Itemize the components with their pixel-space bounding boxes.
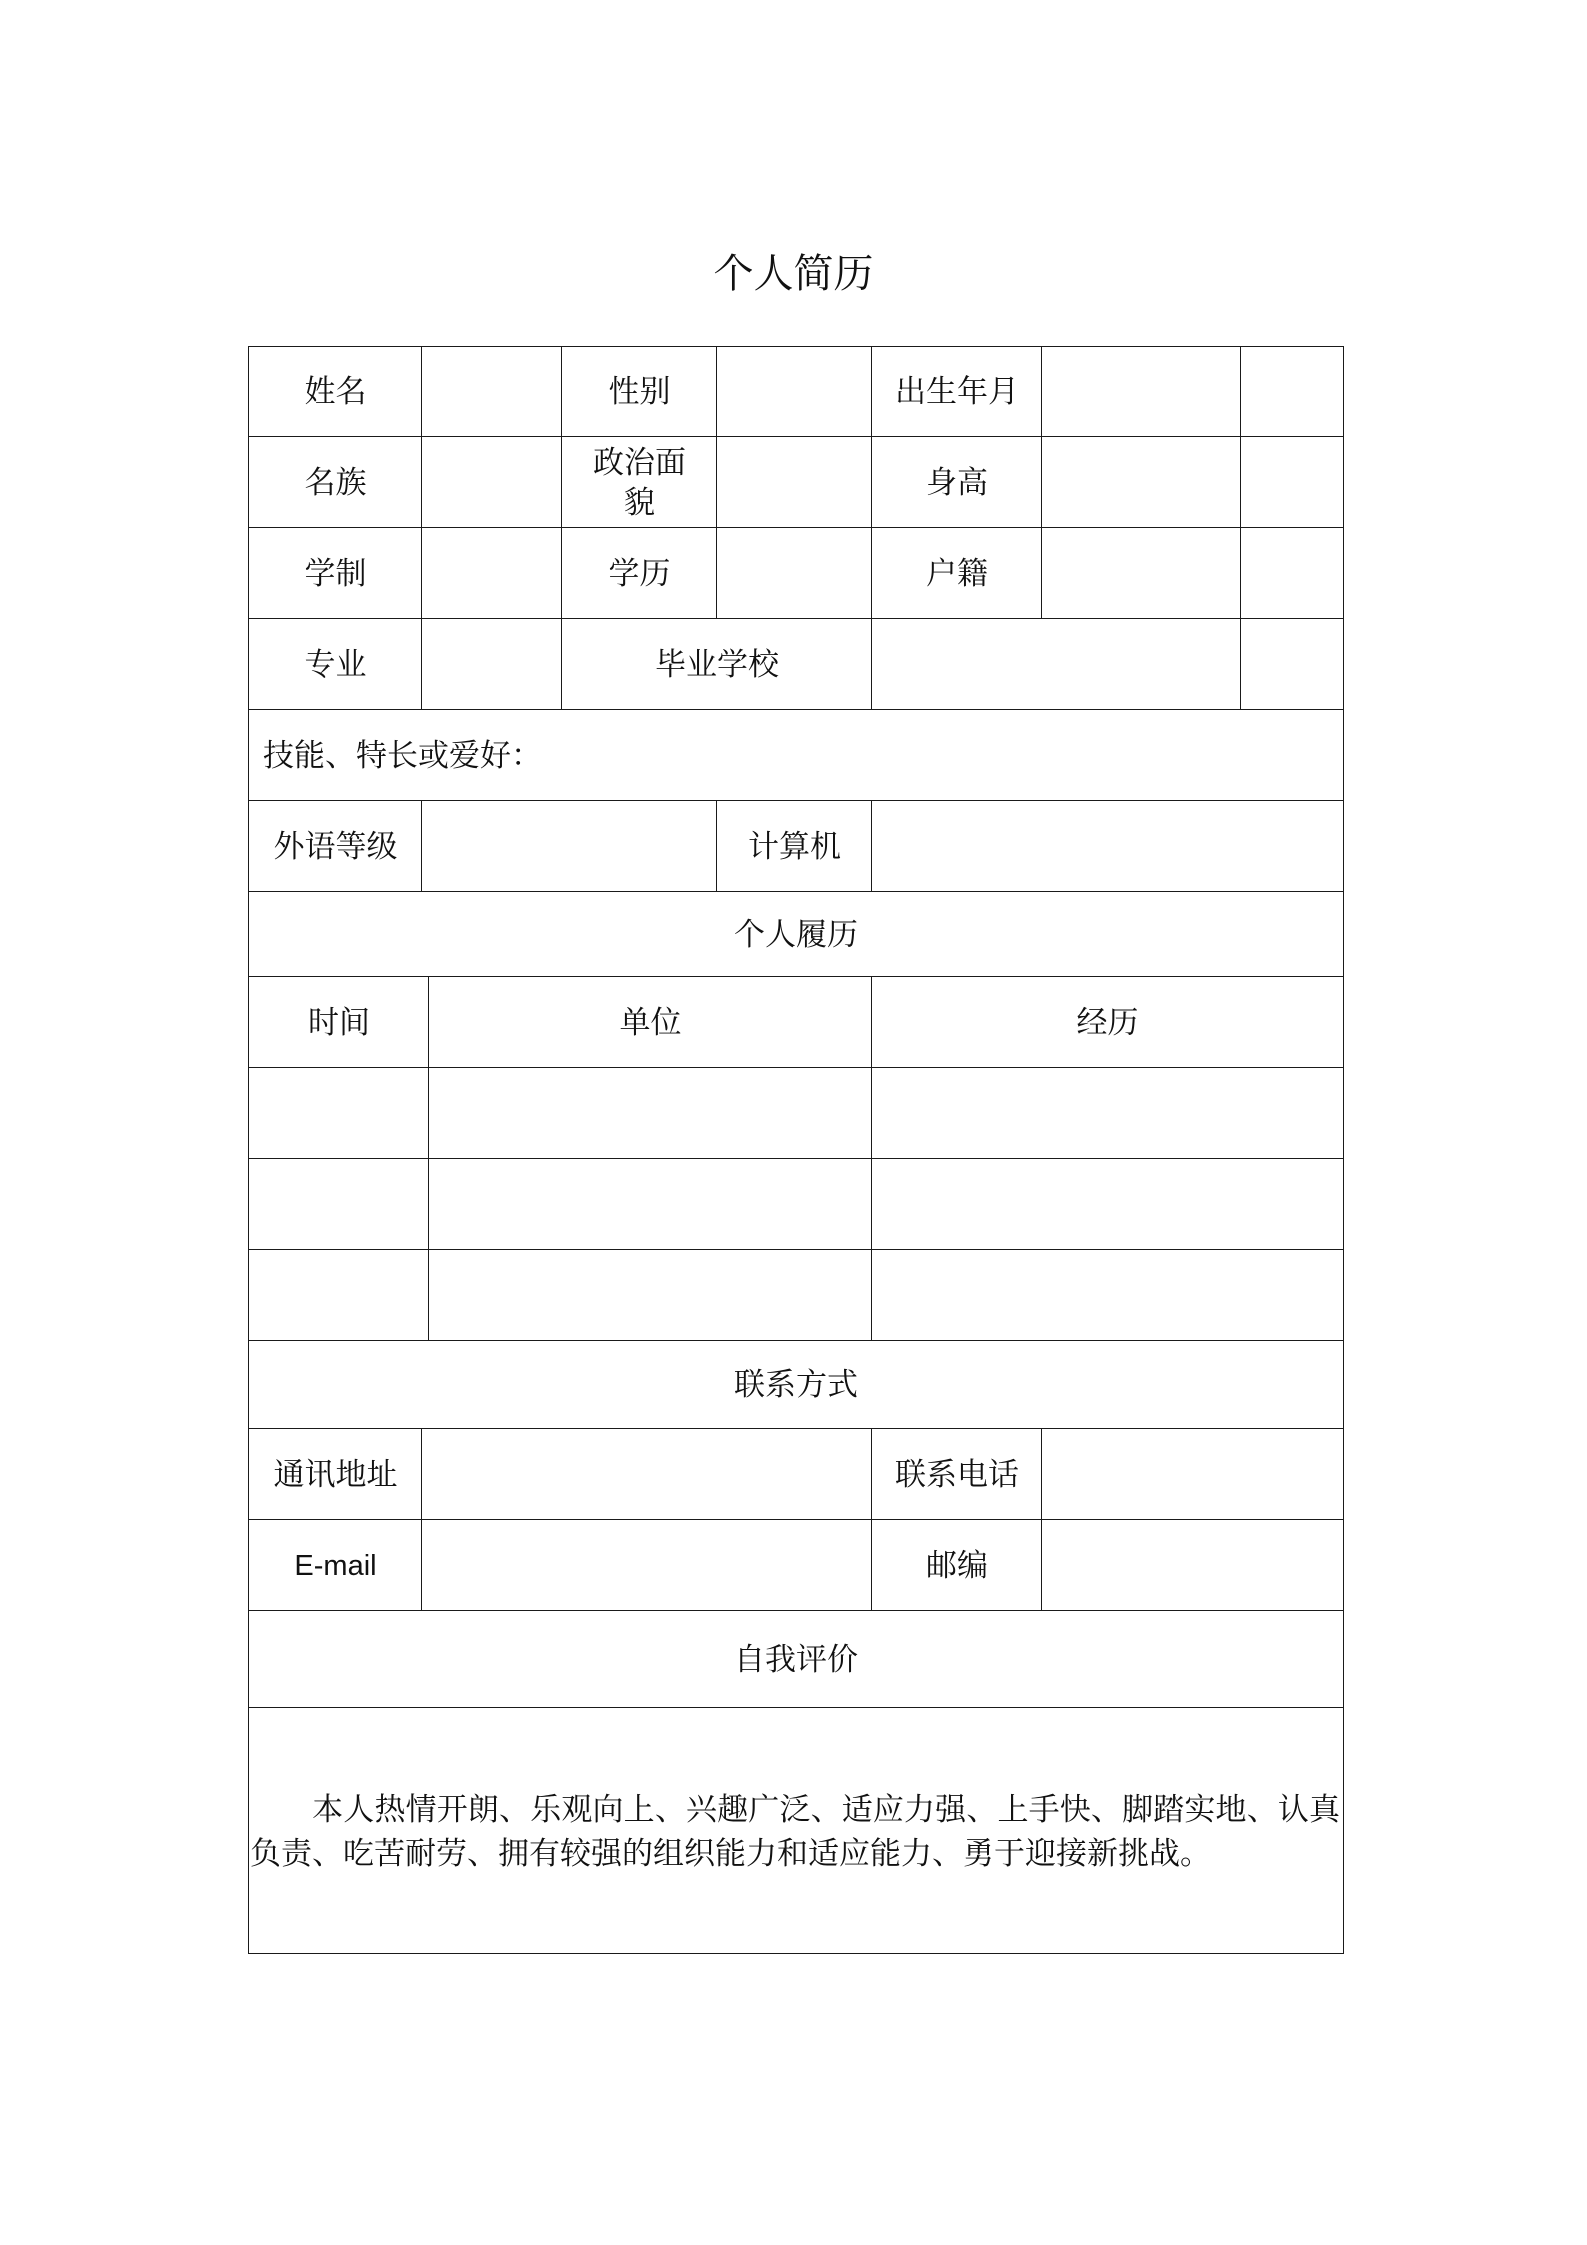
history-unit-cell[interactable]	[428, 1158, 873, 1251]
history-time-cell[interactable]	[248, 1158, 430, 1251]
major-label: 专业	[248, 618, 423, 711]
history-time-header: 时间	[248, 976, 430, 1069]
education-label: 学历	[561, 527, 718, 620]
history-experience-cell[interactable]	[871, 1249, 1344, 1342]
photo-cell[interactable]	[1240, 527, 1344, 620]
history-unit-header: 单位	[428, 976, 873, 1069]
address-label: 通讯地址	[248, 1428, 423, 1521]
history-experience-cell[interactable]	[871, 1158, 1344, 1251]
ethnicity-field[interactable]	[421, 436, 563, 529]
political-status-label: 政治面貌	[561, 436, 718, 529]
address-field[interactable]	[421, 1428, 873, 1521]
gender-label: 性别	[561, 346, 718, 438]
postcode-field[interactable]	[1041, 1519, 1344, 1612]
history-experience-cell[interactable]	[871, 1067, 1344, 1160]
language-level-field[interactable]	[421, 800, 718, 893]
ethnicity-label: 名族	[248, 436, 423, 529]
email-label: E-mail	[248, 1519, 423, 1612]
graduate-school-field[interactable]	[871, 618, 1242, 711]
history-section-title: 个人履历	[248, 891, 1344, 978]
history-experience-header: 经历	[871, 976, 1344, 1069]
education-field[interactable]	[716, 527, 873, 620]
history-unit-cell[interactable]	[428, 1249, 873, 1342]
self-evaluation-text	[250, 1788, 1340, 1876]
language-level-label: 外语等级	[248, 800, 423, 893]
computer-label: 计算机	[716, 800, 873, 893]
graduate-school-label: 毕业学校	[561, 618, 873, 711]
hukou-field[interactable]	[1041, 527, 1242, 620]
hukou-label: 户籍	[871, 527, 1043, 620]
skills-label: 技能、特长或爱好：	[263, 737, 542, 774]
computer-field[interactable]	[871, 800, 1344, 893]
phone-field[interactable]	[1041, 1428, 1344, 1521]
birth-date-field[interactable]	[1041, 346, 1242, 438]
name-label: 姓名	[248, 346, 423, 438]
self-evaluation-body: 本人热情开朗、乐观向上、兴趣广泛、适应力强、上手快、脚踏实地、认真负责、吃苦耐劳、拥有较强的组织能力和适应能力、勇于迎接新挑战。	[250, 1792, 1340, 1872]
postcode-label: 邮编	[871, 1519, 1043, 1612]
page-title: 个人简历	[713, 251, 874, 297]
political-status-field[interactable]	[716, 436, 873, 529]
school-length-field[interactable]	[421, 527, 563, 620]
history-unit-cell[interactable]	[428, 1067, 873, 1160]
photo-cell[interactable]	[1240, 618, 1344, 711]
photo-cell[interactable]	[1240, 436, 1344, 529]
contact-section-title: 联系方式	[248, 1340, 1344, 1430]
history-time-cell[interactable]	[248, 1067, 430, 1160]
gender-field[interactable]	[716, 346, 873, 438]
major-field[interactable]	[421, 618, 563, 711]
skills-field[interactable]	[248, 709, 1344, 802]
photo-cell[interactable]	[1240, 346, 1344, 438]
height-label: 身高	[871, 436, 1043, 529]
name-field[interactable]	[421, 346, 563, 438]
height-field[interactable]	[1041, 436, 1242, 529]
self-evaluation-title: 自我评价	[248, 1610, 1344, 1709]
email-field[interactable]	[421, 1519, 873, 1612]
birth-date-label: 出生年月	[871, 346, 1043, 438]
phone-label: 联系电话	[871, 1428, 1043, 1521]
history-time-cell[interactable]	[248, 1249, 430, 1342]
school-length-label: 学制	[248, 527, 423, 620]
